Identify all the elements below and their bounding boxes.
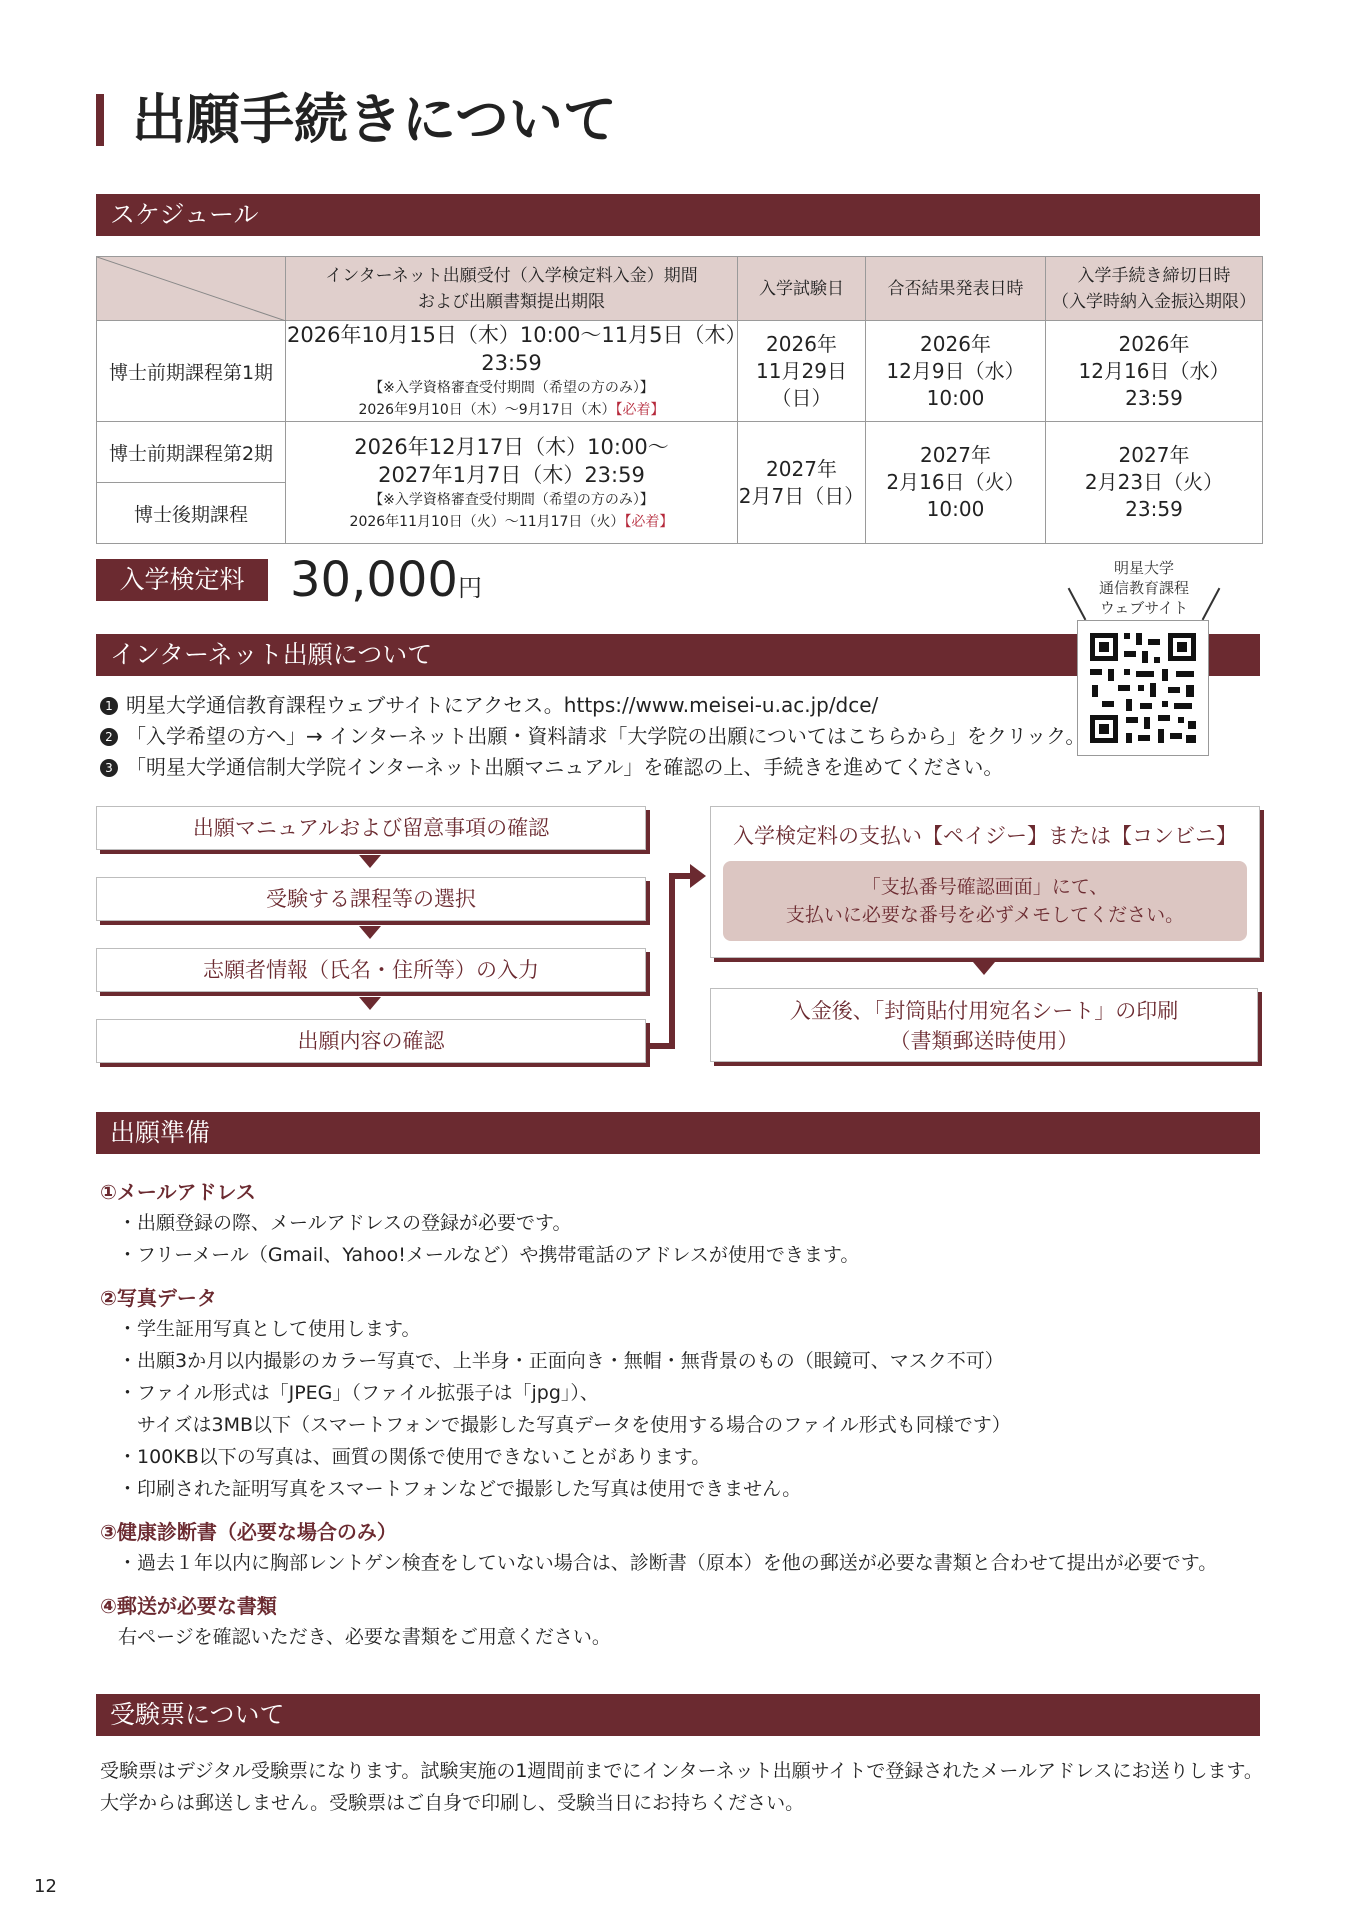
row-label: 博士後期課程 [97, 483, 286, 544]
flow-step-payment [710, 806, 1260, 958]
schedule-table [96, 256, 1263, 544]
diagonal-header-cell [97, 257, 286, 321]
page-number: 12 [34, 1876, 57, 1897]
header-exam-date: 入学試験日 [738, 257, 866, 321]
title-accent-bar [96, 94, 104, 146]
ticket-line: 受験票はデジタル受験票になります。試験実施の1週間前までにインターネット出願サイトで登録されたメールアドレスにお送りします。 [100, 1760, 1263, 1782]
connector-arrow-icon [648, 860, 710, 1052]
list-item: ・ファイル形式は「JPEG」（ファイル拡張子は「jpg」）、 [118, 1382, 599, 1404]
list-item: ・出願3か月以内撮影のカラー写真で、上半身・正面向き・無帽・無背景のもの（眼鏡可、マスク不可） [118, 1350, 1004, 1372]
ticket-line: 大学からは郵送しません。受験票はご自身で印刷し、受験当日にお持ちください。 [100, 1792, 805, 1814]
deadline-cell: 2027年 2月23日（火） 23:59 [1046, 422, 1263, 544]
ticket-heading-bar [96, 1694, 1260, 1736]
list-item: ・学生証用写真として使用します。 [118, 1318, 421, 1340]
deadline-cell: 2026年 12月16日（水） 23:59 [1046, 321, 1263, 422]
row-label: 博士前期課程第1期 [97, 321, 286, 422]
list-item: ・印刷された証明写真をスマートフォンなどで撮影した写真は使用できません。 [118, 1478, 802, 1500]
exam-cell: 2027年 2月7日（日） [738, 422, 866, 544]
header-result: 合否結果発表日時 [866, 257, 1046, 321]
arrow-down-icon [359, 926, 381, 939]
prep-email-title: ①メールアドレス [100, 1180, 256, 1204]
prep-health-title: ③健康診断書（必要な場合のみ） [100, 1520, 397, 1544]
payment-note: 「支払番号確認画面」にて、 支払いに必要な番号を必ずメモしてください。 [723, 861, 1247, 941]
flow-step-print: 入金後、「封筒貼付用宛名シート」の印刷 （書類郵送時使用） [710, 988, 1258, 1062]
fee-unit: 円 [457, 574, 482, 602]
list-item: 3 「明星大学通信制大学院インターネット出願マニュアル」を確認の上、手続きを進めてください。 [100, 752, 1085, 783]
qr-caption: 明星大学 通信教育課程 ウェブサイト [1098, 559, 1189, 617]
flow-step-manual: 出願マニュアルおよび留意事項の確認 [96, 806, 646, 850]
period-cell: 2026年12月17日（木）10:00〜 2027年1月7日（木）23:59 【※入学資格審査受付期間（希望の方のみ）】 2026年11月10日（火）〜11月17日（火）【必着】 [286, 422, 738, 544]
flow-step-select: 受験する課程等の選択 [96, 877, 646, 921]
result-cell: 2027年 2月16日（火） 10:00 [866, 422, 1046, 544]
fee-value: 30,000円 [290, 552, 482, 608]
list-item: サイズは3MB以下（スマートフォンで撮影した写真データを使用する場合のファイル形式も同様です） [118, 1414, 1011, 1436]
arrow-down-icon [973, 962, 995, 975]
header-deadline: 入学手続き締切日時 （入学時納入金振込期限） [1046, 257, 1263, 321]
prep-heading-bar [96, 1112, 1260, 1154]
header-period: インターネット出願受付（入学検定料入金）期間 および出願書類提出期限 [286, 257, 738, 321]
step-number: 3 [100, 759, 118, 777]
row-label: 博士前期課程第2期 [97, 422, 286, 483]
prep-mail-title: ④郵送が必要な書類 [100, 1594, 277, 1618]
prep-heading: 出願準備 [110, 1118, 211, 1147]
exam-cell: 2026年 11月29日（日） [738, 321, 866, 422]
list-item: 2 「入学希望の方へ」→ インターネット出願・資料請求「大学院の出願についてはこちらから」をクリック。 [100, 721, 1085, 752]
ticket-heading: 受験票について [110, 1700, 285, 1729]
prep-photo-title: ②写真データ [100, 1286, 217, 1310]
result-cell: 2026年 12月9日（水） 10:00 [866, 321, 1046, 422]
list-item: ・過去１年以内に胸部レントゲン検査をしていない場合は、診断書（原本）を他の郵送が必要な書類と合わせて提出が必要です。 [118, 1552, 1218, 1574]
list-item: ・フリーメール（Gmail、Yahoo!メールなど）や携帯電話のアドレスが使用できます。 [118, 1244, 860, 1266]
payment-title: 入学検定料の支払い【ペイジー】または【コンビニ】 [733, 824, 1237, 848]
page-title: 出願手続きについて [132, 88, 617, 151]
table-row [97, 422, 1263, 483]
qr-code-icon[interactable] [1077, 620, 1209, 756]
period-cell: 2026年10月15日（木）10:00〜11月5日（木）23:59 【※入学資格審査受付期間（希望の方のみ）】 2026年9月10日（木）〜9月17日（木）【必着】 [286, 321, 738, 422]
arrow-down-icon [359, 997, 381, 1010]
list-item: ・100KB以下の写真は、画質の関係で使用できないことがあります。 [118, 1446, 711, 1468]
list-item: 右ページを確認いただき、必要な書類をご用意ください。 [118, 1626, 611, 1648]
schedule-heading: スケジュール [110, 200, 259, 229]
arrow-down-icon [359, 855, 381, 868]
schedule-heading-bar [96, 194, 1260, 236]
schedule-header-row [97, 257, 1263, 321]
flow-step-applicant-info: 志願者情報（氏名・住所等）の入力 [96, 948, 646, 992]
internet-heading: インターネット出願について [110, 640, 433, 669]
fee-label: 入学検定料 [96, 559, 268, 601]
internet-steps [100, 690, 1085, 783]
qr-code-graphic [1078, 621, 1208, 755]
list-item: ・出願登録の際、メールアドレスの登録が必要です。 [118, 1212, 572, 1234]
step-number: 2 [100, 728, 118, 746]
table-row [97, 321, 1263, 422]
step-number: 1 [100, 697, 118, 715]
flow-step-confirm: 出願内容の確認 [96, 1019, 646, 1063]
diagonal-line [97, 257, 286, 321]
list-item: 1 明星大学通信教育課程ウェブサイトにアクセス。https://www.meisei-u.ac.jp/dce/ [100, 690, 1085, 721]
